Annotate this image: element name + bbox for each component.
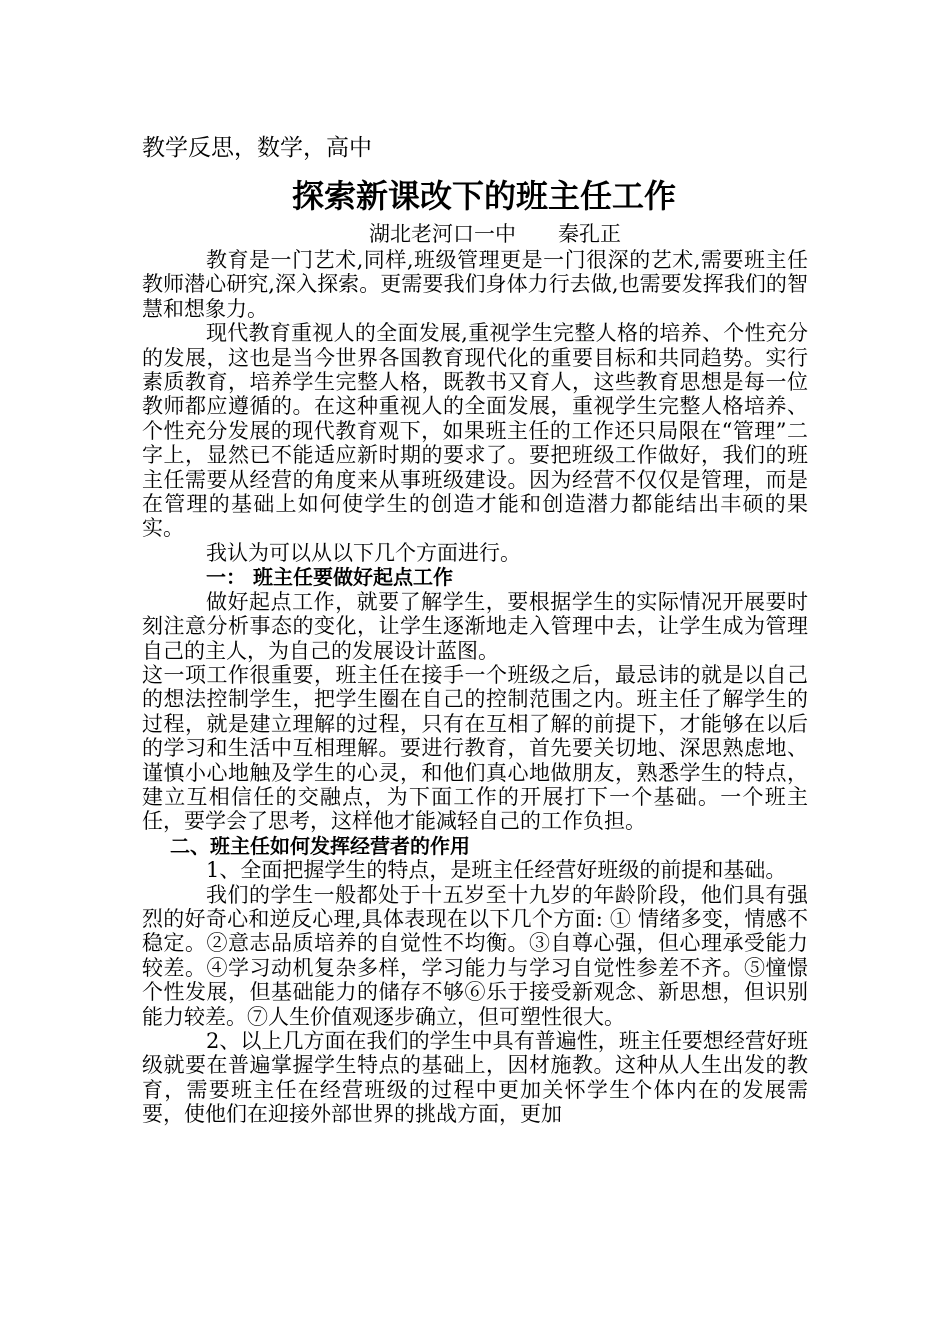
document-page — [142, 132, 808, 1127]
document-tags: 教学反思，数学，高中 — [142, 135, 372, 161]
section-2-paragraph: 1、全面把握学生的特点，是班主任经营好班级的前提和基础。 — [206, 858, 787, 883]
intro-paragraph: 我认为可以从以下几个方面进行。 — [206, 540, 521, 565]
document-author: 湖北老河口一中 秦孔正 — [369, 222, 621, 246]
section-heading-1: 一： 班主任要做好起点工作 — [206, 565, 453, 590]
intro-paragraph: 现代教育重视人的全面发展,重视学生完整人格的培养、个性充分的发展，这也是当今世界各国教育现代化的重要目标和共同趋势。实行素质教育，培养学生完整人格，既教书又育人，这些教育思想是每一位教师都应遵循的。在这种重视人的全面发展，重视学生完整人格培养、个性充分发展的现代教育观下，如果班主任的工作还只局限在“管理”二字上，显然已不能适应新时期的要求了。要把班级工作做好，我们的班主任需要从经营的角度来从事班级建设。因为经营不仅仅是管理，而是在管理的基础上如何使学生的创造才能和创造潜力都能结出丰硕的果实。 — [142, 321, 808, 541]
section-2-paragraph: 我们的学生一般都处于十五岁至十九岁的年龄阶段，他们具有强烈的好奇心和逆反心理,具体表现在以下几个方面: ① 情绪多变，情感不稳定。②意志品质培养的自觉性不均衡。③自尊心强，但心理承受能力较差。④学习动机复杂多样，学习能力与学习自觉性参差不齐。⑤憧憬个性发展，但基础能力的储存不够⑥乐于接受新观念、新思想，但识别能力较差。⑦人生价值观逐步确立，但可塑性很大。 — [142, 882, 808, 1029]
section-2-paragraph: 2、以上几方面在我们的学生中具有普遍性，班主任要想经营好班级就要在普遍掌握学生特点的基础上，因材施教。这种从人生出发的教育，需要班主任在经营班级的过程中更加关怀学生个体内在的发展需要，使他们在迎接外部世界的挑战方面，更加 — [142, 1029, 808, 1127]
section-1-paragraph: 做好起点工作，就要了解学生，要根据学生的实际情况开展要时刻注意分析事态的变化，让学生逐渐地走入管理中去，让学生成为管理自己的主人，为自己的发展设计蓝图。 — [142, 589, 808, 663]
document-title: 探索新课改下的班主任工作 — [291, 177, 676, 215]
section-heading-2: 二、班主任如何发挥经营者的作用 — [170, 833, 470, 858]
intro-paragraph: 教育是一门艺术,同样,班级管理更是一门很深的艺术,需要班主任教师潜心研究,深入探索。更需要我们身体力行去做,也需要发挥我们的智慧和想象力。 — [142, 248, 808, 321]
section-1-paragraph: 这一项工作很重要，班主任在接手一个班级之后，最忌讳的就是以自己的想法控制学生，把学生圈在自己的控制范围之内。班主任了解学生的过程，就是建立理解的过程，只有在互相了解的前提下，才能够在以后的学习和生活中互相理解。要进行教育，首先要关切地、深思熟虑地、谨慎小心地触及学生的心灵，和他们真心地做朋友，熟悉学生的特点，建立互相信任的交融点，为下面工作的开展打下一个基础。一个班主任，要学会了思考，这样他才能减轻自己的工作负担。 — [142, 662, 808, 834]
